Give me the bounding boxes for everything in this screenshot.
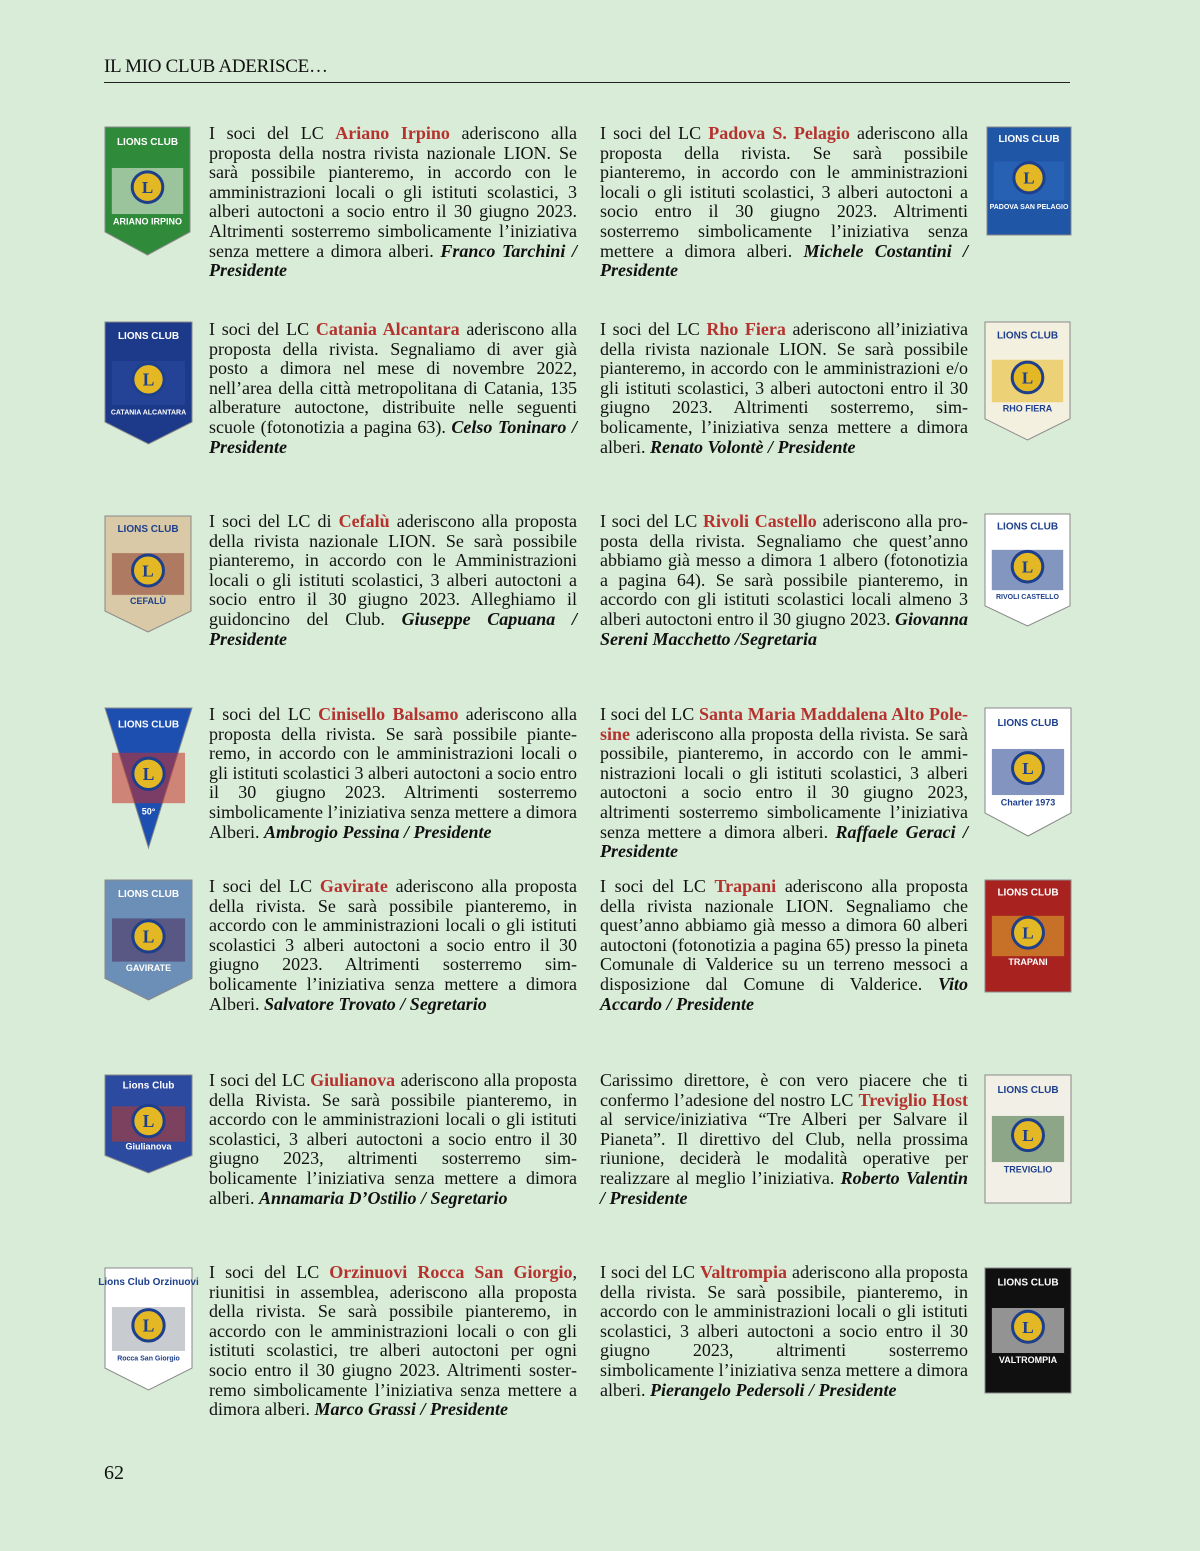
entry-body: aderiscono all’iniziativa della rivista nazionale LION. Se sarà possibile pianteremo, in accordo con le amministrazioni e/o gli istituti scolastici, 3 alberi autoctoni entro il 30 giugno 2023. Altrimenti sosterremo, simbolicamente, l’iniziativa senza mettere a dimora alberi. (600, 319, 969, 457)
svg-text:ARIANO IRPINO: ARIANO IRPINO (112, 216, 183, 227)
svg-text:LIONS CLUB: LIONS CLUB (998, 134, 1060, 146)
entry-text (600, 320, 968, 457)
entry-body: aderiscono alla proposta della rivista. Segnaliamo che quest’anno abbiamo già messo a dimora 1 albero (fotonotizia a pagina 64). Se sarà possibile pianteremo, in accordo con gli istituti scolastici locali almeno 3 alberi autoctoni entro il 30 giugno 2023. (600, 511, 968, 629)
entry-body: aderiscono alla proposta della Rivista. Se sarà possibile pianteremo, in accordo con le amministrazioni locali o gli istituti scolastici, 3 alberi autoctoni a socio entro il 30 giugno 2023, altrimenti sosterremo simbolicamente l’iniziativa senza mettere a dimora alberi. (209, 1070, 578, 1208)
svg-text:L: L (1021, 557, 1034, 577)
signature: Celso Toninaro / Presidente (209, 416, 577, 457)
signature: Raffaele Geraci / Presidente (600, 821, 968, 862)
entry-intro: I soci del LC (600, 1262, 701, 1282)
lions-club-orzinuovi-pennant-icon (98, 1268, 199, 1390)
entry-text (209, 512, 577, 649)
svg-text:Rocca San Giorgio: Rocca San Giorgio (117, 1355, 180, 1363)
svg-text:LIONS CLUB: LIONS CLUB (997, 887, 1059, 899)
signature: Ambrogio Pessina / Presidente (263, 821, 492, 842)
svg-text:LIONS CLUB: LIONS CLUB (117, 524, 179, 536)
signature: Giuseppe Capuana / Presidente (209, 608, 577, 649)
club-name: Catania Alcantara (315, 319, 460, 339)
svg-text:RIVOLI CASTELLO: RIVOLI CASTELLO (996, 594, 1059, 602)
svg-text:LIONS CLUB: LIONS CLUB (996, 330, 1059, 342)
svg-text:L: L (142, 561, 154, 581)
club-entry-padova-s-pelagio (600, 124, 968, 281)
lions-club-cinisello-pennant-icon (105, 708, 192, 848)
signature: Roberto Valentin / Presidente (600, 1167, 968, 1208)
entry-text (209, 124, 577, 281)
club-name: Orzinuovi Rocca San Giorgio (329, 1262, 573, 1282)
signature: Giovanna Sereni Macchetto /Segretaria (600, 608, 968, 649)
svg-text:L: L (1023, 168, 1035, 188)
lions-club-ariano-irpino-pennant-icon (105, 127, 190, 255)
entry-intro: I soci del LC (209, 876, 320, 896)
club-name: Giulianova (310, 1070, 396, 1090)
club-name: Trapani (714, 876, 777, 896)
entry-intro: I soci del LC (209, 123, 336, 143)
signature: Salvatore Trovato / Segretario (263, 993, 487, 1014)
svg-text:CATANIA ALCANTARA: CATANIA ALCANTARA (110, 409, 187, 417)
lions-club-padova-pennant-icon (987, 127, 1071, 235)
svg-text:L: L (142, 369, 155, 390)
entry-text (600, 1071, 968, 1208)
entry-intro: I soci del LC di (209, 511, 339, 531)
lions-club-valtrompia-pennant-icon (985, 1268, 1071, 1393)
entry-intro: Carissimo direttore, è con vero piacere che ti confermo l’adesione del nostro LC (600, 1070, 968, 1110)
page-number: 62 (104, 1462, 124, 1484)
signature: Michele Costantini / Presidente (600, 240, 968, 281)
club-name: Treviglio Host (858, 1089, 968, 1110)
entry-body: al service/iniziativa “Tre Alberi per Salvare il Pianeta”. Il direttivo del Club, nella prossima riunione, deciderà le modalità operative per realizzare al meglio l’iniziativa. (600, 1109, 968, 1188)
entry-intro: I soci del LC (600, 876, 715, 896)
svg-text:L: L (142, 1111, 155, 1132)
club-name: Cefalù (338, 511, 390, 531)
entry-text (600, 512, 968, 649)
lions-club-trapani-pennant-icon (985, 880, 1071, 992)
svg-text:L: L (1022, 1126, 1034, 1146)
club-name: Santa Maria Maddalena Alto Polesine (600, 704, 969, 744)
svg-text:L: L (141, 178, 154, 198)
club-entry-gavirate (209, 877, 577, 1014)
entry-intro: I soci del LC (209, 704, 319, 724)
svg-text:L: L (1021, 368, 1034, 388)
svg-text:Lions Club: Lions Club (122, 1080, 175, 1092)
svg-text:L: L (142, 763, 155, 784)
entry-text (209, 877, 577, 1014)
svg-text:LIONS CLUB: LIONS CLUB (116, 136, 179, 148)
svg-text:LIONS CLUB: LIONS CLUB (117, 719, 180, 731)
svg-text:GAVIRATE: GAVIRATE (125, 963, 172, 974)
entry-body: aderiscono alla proposta della rivista nazionale LION. Se sarà possibile pianteremo, in accordo con le Amministrazioni locali o gli istituti scolastici, 3 alberi autoctoni a socio entro il 30 giugno 2023. Alleghiamo il guidoncino del Club. (209, 511, 577, 629)
entry-body: aderiscono alla proposta della rivista. Se sarà possibile, pianteremo, in accordo con le amministrazioni locali o gli istituti scolastici, 3 alberi autoctoni a socio entro il 30 giugno 2023, altrimenti sosterremo simbolicamente l’iniziativa senza mettere a dimora alberi. (600, 1262, 969, 1400)
signature: Franco Tarchini / Presidente (209, 240, 578, 281)
club-entry-trapani (600, 877, 968, 1014)
section-header: IL MIO CLUB ADERISCE… (104, 56, 328, 77)
club-entry-cinisello-balsamo (209, 705, 577, 842)
signature: Vito Accardo / Presidente (600, 973, 968, 1014)
entry-intro: I soci del LC (209, 319, 316, 339)
club-entry-valtrompia (600, 1263, 968, 1400)
entry-intro: I soci del LC (209, 1070, 311, 1090)
lions-club-santa-maria-maddalena-pennant-icon (985, 708, 1071, 836)
club-entry-catania-alcantara (209, 320, 577, 457)
entry-intro: I soci del LC (600, 704, 699, 724)
signature: Renato Volontè / Presidente (649, 436, 856, 457)
club-name: Ariano Irpino (335, 123, 450, 143)
svg-text:VALTROMPIA: VALTROMPIA (998, 1355, 1058, 1365)
entry-intro: I soci del LC (600, 123, 709, 143)
svg-text:LIONS CLUB: LIONS CLUB (997, 1277, 1059, 1289)
svg-text:LIONS CLUB: LIONS CLUB (117, 888, 180, 900)
header-divider (104, 82, 1070, 83)
entry-text (209, 1263, 577, 1420)
entry-intro: I soci del LC (600, 511, 704, 531)
club-name: Cinisello Balsamo (318, 704, 459, 724)
svg-text:RHO FIERA: RHO FIERA (1002, 403, 1053, 414)
entry-body: aderiscono alla proposta della rivista. Segnaliamo di aver già posto a dimora nel mese di novembre 2022, nell’area della città metropolitana di Catania, 135 alberature autoctone, distribuite nelle seguenti scuole (fotonotizia a pagina 63). (209, 319, 577, 437)
club-name: Gavirate (319, 876, 388, 896)
entry-body: , riunitisi in assemblea, aderiscono alla proposta della rivista. Se sarà possibile pianteremo, in accordo con le amministrazioni locali o con gli istituti scolastici, tre alberi autoctoni per ogni socio entro il 30 giugno 2023. Altrimenti sosterremo simbolicamente l’iniziativa senza mettere a dimora alberi. (209, 1262, 577, 1420)
entry-text (600, 877, 968, 1014)
entry-text (209, 320, 577, 457)
club-name: Rho Fiera (706, 319, 786, 339)
svg-text:LIONS CLUB: LIONS CLUB (997, 717, 1059, 729)
club-entry-cefal (209, 512, 577, 649)
entry-text (600, 705, 968, 862)
entry-text (600, 124, 968, 281)
lions-club-cefalu-pennant-icon (105, 516, 191, 632)
signature: Annamaria D’Ostilio / Segretario (258, 1187, 508, 1208)
lions-club-giulianova-pennant-icon (105, 1075, 192, 1173)
club-entry-orzinuovi-rocca-san-giorgio (209, 1263, 577, 1420)
club-entry-treviglio-host (600, 1071, 968, 1208)
signature: Pierangelo Pedersoli / Presidente (649, 1379, 897, 1400)
svg-text:L: L (142, 926, 155, 947)
entry-intro: I soci del LC (209, 1262, 330, 1282)
svg-text:CEFALÙ: CEFALÙ (130, 596, 166, 607)
entry-body: aderiscono alla proposta della rivista nazionale LION. Segnaliamo che quest’anno abbiamo già messo a dimora 60 alberi autoctoni (fotonotizia a pagina 65) presso la pineta Comunale di Valderice su un terreno messoci a disposizione dal Comune di Valderice. (600, 876, 969, 994)
svg-text:L: L (1022, 759, 1034, 779)
entry-body: aderiscono alla proposta della nostra rivista nazionale LION. Se sarà possibile pianteremo, in accordo con le amministrazioni locali o gli istituti scolastici, 3 alberi autoctoni a socio entro il 30 giugno 2023. Altrimenti sosterremo simbolicamente l’iniziativa senza mettere a dimora alberi. (209, 123, 577, 261)
lions-club-treviglio-pennant-icon (985, 1075, 1071, 1203)
svg-text:Charter 1973: Charter 1973 (1000, 797, 1056, 808)
svg-text:50°: 50° (141, 806, 156, 817)
entry-text (209, 1071, 577, 1208)
lions-club-rho-fiera-pennant-icon (985, 322, 1070, 440)
club-entry-rivoli-castello (600, 512, 968, 649)
entry-body: aderiscono alla proposta della rivista. Se sarà possibile, pianteremo, in accordo con le amministrazioni locali o gli istituti scolastici, 3 alberi autoctoni a socio entro il 30 giugno 2023, altrimenti sosterremo simbolicamente l’iniziativa senza mettere a dimora alberi. (600, 723, 968, 842)
club-entry-rho-fiera (600, 320, 968, 457)
lions-club-rivoli-castello-pennant-icon (985, 514, 1070, 626)
svg-text:L: L (1022, 923, 1034, 943)
entry-body: aderiscono alla proposta della rivista. Se sarà possibile pianteremo, in accordo con le amministrazioni locali o gli istituti scolastici 3 alberi autoctoni a socio entro il 30 giugno 2023. Altrimenti sosterremo simbolicamente l’iniziativa senza mettere a dimora Alberi. (209, 876, 578, 1014)
lions-club-gavirate-pennant-icon (105, 880, 192, 1000)
club-entry-santa-maria-maddalena-alto-pole-sine (600, 705, 968, 862)
svg-text:LIONS CLUB: LIONS CLUB (117, 331, 180, 343)
svg-text:L: L (1022, 1317, 1034, 1337)
club-name: Valtrompia (700, 1262, 788, 1282)
entry-body: aderiscono alla proposta della rivista. Se sarà possibile pianteremo, in accordo con le amministrazioni locali o gli istituti scolastici 3 alberi autoctoni a socio entro il 30 giugno 2023. Altrimenti sosterremo simbolicamente l’iniziativa senza mettere a dimora Alberi. (209, 704, 578, 842)
svg-text:TREVIGLIO: TREVIGLIO (1003, 1164, 1053, 1175)
svg-text:TRAPANI: TRAPANI (1008, 957, 1048, 968)
svg-text:Giulianova: Giulianova (125, 1141, 172, 1152)
svg-text:PADOVA SAN PELAGIO: PADOVA SAN PELAGIO (989, 204, 1069, 212)
signature: Marco Grassi / Presidente (314, 1399, 508, 1420)
svg-text:L: L (142, 1315, 155, 1336)
entry-body: aderiscono alla proposta della rivista. Se sarà possibile pianteremo, in accordo con le amministrazioni locali o gli istituti scolastici, 3 alberi autoctoni a socio entro il 30 giugno 2023. Altrimenti sosterremo simbolicamente l’iniziativa senza mettere a dimora alberi. (600, 123, 968, 261)
svg-text:LIONS CLUB: LIONS CLUB (996, 521, 1059, 533)
svg-text:LIONS CLUB: LIONS CLUB (997, 1084, 1059, 1096)
entry-intro: I soci del LC (600, 319, 707, 339)
lions-club-catania-pennant-icon (105, 322, 192, 444)
club-entry-ariano-irpino (209, 124, 577, 281)
svg-text:Lions Club Orzinuovi: Lions Club Orzinuovi (98, 1277, 199, 1289)
club-entry-giulianova (209, 1071, 577, 1208)
entry-text (209, 705, 577, 842)
entry-text (600, 1263, 968, 1400)
club-name: Rivoli Castello (703, 511, 817, 531)
club-name: Padova S. Pelagio (708, 123, 850, 143)
